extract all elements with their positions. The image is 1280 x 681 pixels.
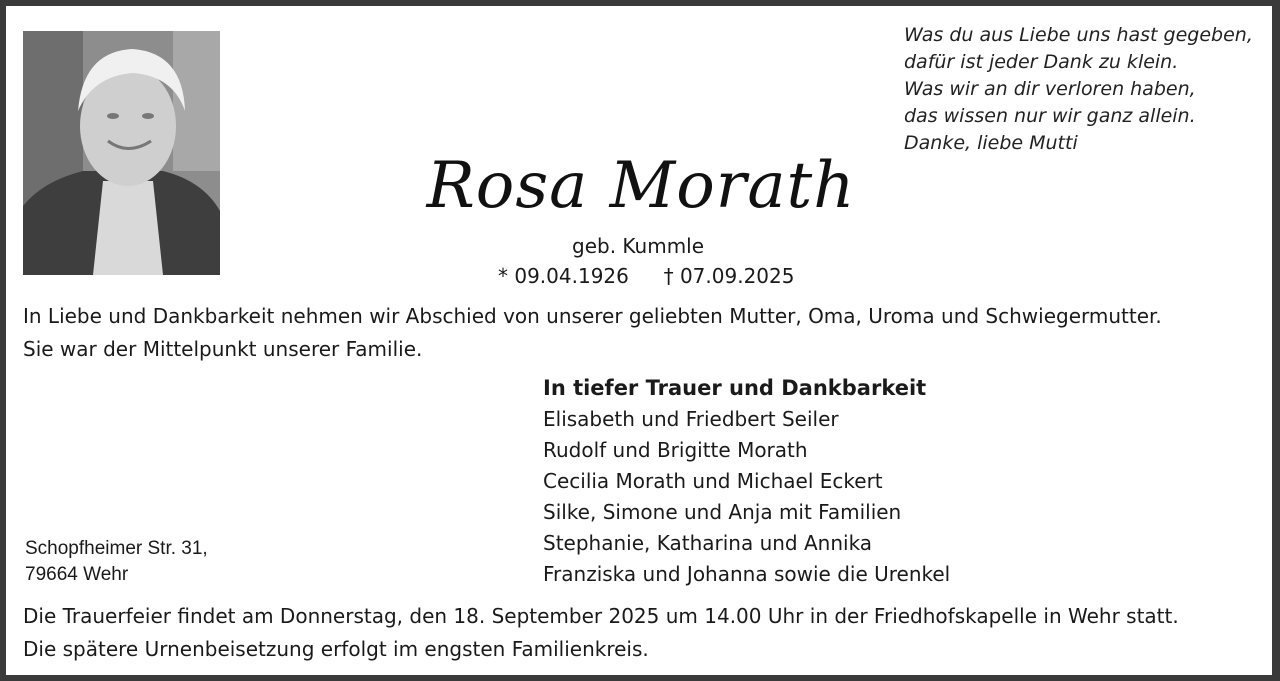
poem-line: Danke, liebe Mutti (904, 132, 1078, 154)
poem-line: dafür ist jeder Dank zu klein. (904, 51, 1179, 73)
birth-name: geb. Kummle (572, 234, 705, 258)
intro-text (23, 300, 1162, 366)
portrait-photo-graphic (23, 31, 220, 275)
intro-line: Sie war der Mittelpunkt unserer Familie. (23, 337, 423, 361)
mourner-line: Silke, Simone und Anja mit Familien (543, 500, 902, 524)
address-city: 79664 Wehr (25, 564, 129, 585)
death-date: 07.09.2025 (679, 264, 795, 288)
obituary-notice (6, 6, 1272, 675)
intro-line: In Liebe und Dankbarkeit nehmen wir Abschied von unserer geliebten Mutter, Oma, Uroma und Schwiegermutter. (23, 304, 1162, 328)
funeral-info (23, 600, 1179, 666)
poem-line: Was wir an dir verloren haben, (904, 78, 1196, 100)
mourner-line: Stephanie, Katharina und Annika (543, 531, 873, 555)
funeral-info-line: Die spätere Urnenbeisetzung erfolgt im engsten Familienkreis. (23, 637, 649, 661)
life-dates (498, 262, 794, 290)
address (25, 536, 208, 588)
deceased-name: Rosa Morath (426, 149, 856, 223)
poem (904, 22, 1253, 157)
mourners-list (543, 373, 950, 590)
birth-symbol: * (498, 264, 508, 288)
portrait-photo (23, 31, 220, 275)
address-street: Schopfheimer Str. 31, (25, 538, 208, 559)
funeral-info-line: Die Trauerfeier findet am Donnerstag, den 18. September 2025 um 14.00 Uhr in der Friedhofskapelle in Wehr statt. (23, 604, 1179, 628)
mourner-line: Cecilia Morath und Michael Eckert (543, 469, 883, 493)
poem-line: Was du aus Liebe uns hast gegeben, (904, 24, 1253, 46)
poem-line: das wissen nur wir ganz allein. (904, 105, 1196, 127)
death-symbol: † (663, 264, 674, 288)
mourner-line: Elisabeth und Friedbert Seiler (543, 407, 839, 431)
mourner-line: Franziska und Johanna sowie die Urenkel (543, 562, 951, 586)
mourners-heading: In tiefer Trauer und Dankbarkeit (543, 376, 927, 400)
birth-date: 09.04.1926 (514, 264, 629, 288)
mourner-line: Rudolf und Brigitte Morath (543, 438, 808, 462)
